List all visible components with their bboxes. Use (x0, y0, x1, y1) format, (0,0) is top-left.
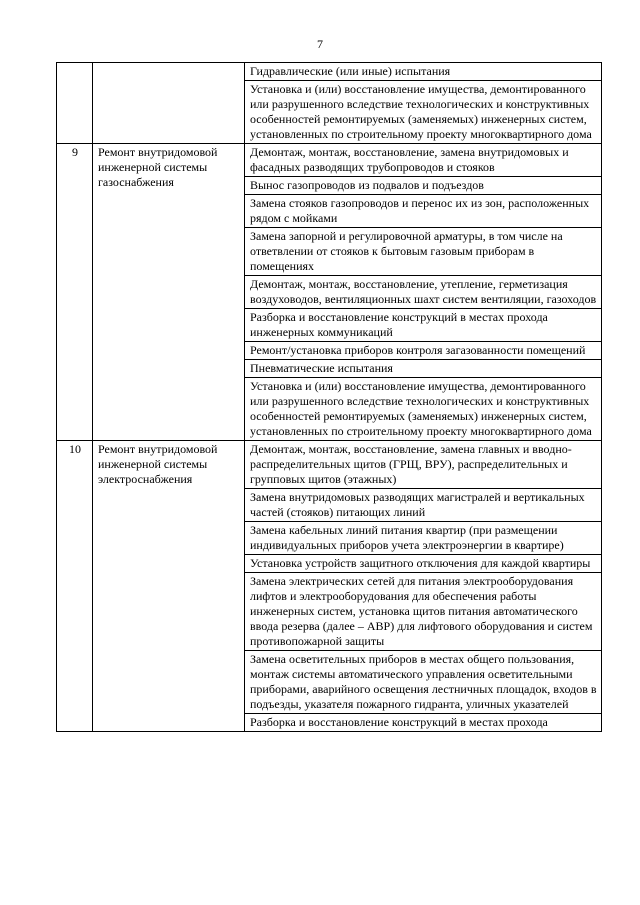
work-cell: Замена электрических сетей для питания электрооборудования лифтов и электрооборудования для обеспечения работы инженерных систем, установка щитов питания автоматического ввода резерва (далее – АВР) для лифтового оборудования и систем противопожарной защиты (245, 573, 602, 651)
work-cell: Замена запорной и регулировочной арматуры, в том числе на ответвлении от стояков к бытовым газовым приборам в помещениях (245, 228, 602, 276)
table-row (57, 441, 602, 489)
page-number: 7 (317, 37, 323, 51)
work-cell: Ремонт/установка приборов контроля загазованности помещений (245, 342, 602, 360)
work-cell: Замена внутридомовых разводящих магистралей и вертикальных частей (стояков) питающих линий (245, 489, 602, 522)
work-cell: Демонтаж, монтаж, восстановление, замена внутридомовых и фасадных разводящих трубопроводов и стояков (245, 144, 602, 177)
work-cell: Демонтаж, монтаж, восстановление, замена главных и вводно-распределительных щитов (ГРЩ, ВРУ), распределительных и групповых щитов (этажных) (245, 441, 602, 489)
work-cell: Разборка и восстановление конструкций в местах прохода (245, 714, 602, 732)
work-cell: Установка устройств защитного отключения для каждой квартиры (245, 555, 602, 573)
table-row (57, 63, 602, 81)
row-number-cell (57, 63, 93, 144)
work-cell: Разборка и восстановление конструкций в местах прохода инженерных коммуникаций (245, 309, 602, 342)
work-cell: Замена кабельных линий питания квартир (при размещении индивидуальных приборов учета электроэнергии в квартире) (245, 522, 602, 555)
works-table (56, 62, 602, 732)
work-cell: Замена осветительных приборов в местах общего пользования, монтаж системы автоматического управления осветительными приборами, аварийного освещения лестничных площадок, входов в подъезды, указателя пожарного гидранта, уличных указателей (245, 651, 602, 714)
work-cell: Гидравлические (или иные) испытания (245, 63, 602, 81)
row-number-cell: 9 (57, 144, 93, 441)
system-cell: Ремонт внутридомовой инженерной системы газоснабжения (93, 144, 245, 441)
work-cell: Замена стояков газопроводов и перенос их из зон, расположенных рядом с мойками (245, 195, 602, 228)
work-cell: Вынос газопроводов из подвалов и подъездов (245, 177, 602, 195)
table-row (57, 144, 602, 177)
row-number-cell: 10 (57, 441, 93, 732)
work-cell: Установка и (или) восстановление имущества, демонтированного или разрушенного вследствие технологических и конструктивных особенностей ремонтируемых (заменяемых) инженерных систем, установленных по строительному проекту многоквартирного дома (245, 81, 602, 144)
work-cell: Демонтаж, монтаж, восстановление, утепление, герметизация воздуховодов, вентиляционных шахт систем вентиляции, газоходов (245, 276, 602, 309)
system-cell (93, 63, 245, 144)
work-cell: Пневматические испытания (245, 360, 602, 378)
system-cell: Ремонт внутридомовой инженерной системы электроснабжения (93, 441, 245, 732)
work-cell: Установка и (или) восстановление имущества, демонтированного или разрушенного вследствие технологических и конструктивных особенностей ремонтируемых (заменяемых) инженерных систем, установленных по строительному проекту многоквартирного дома (245, 378, 602, 441)
